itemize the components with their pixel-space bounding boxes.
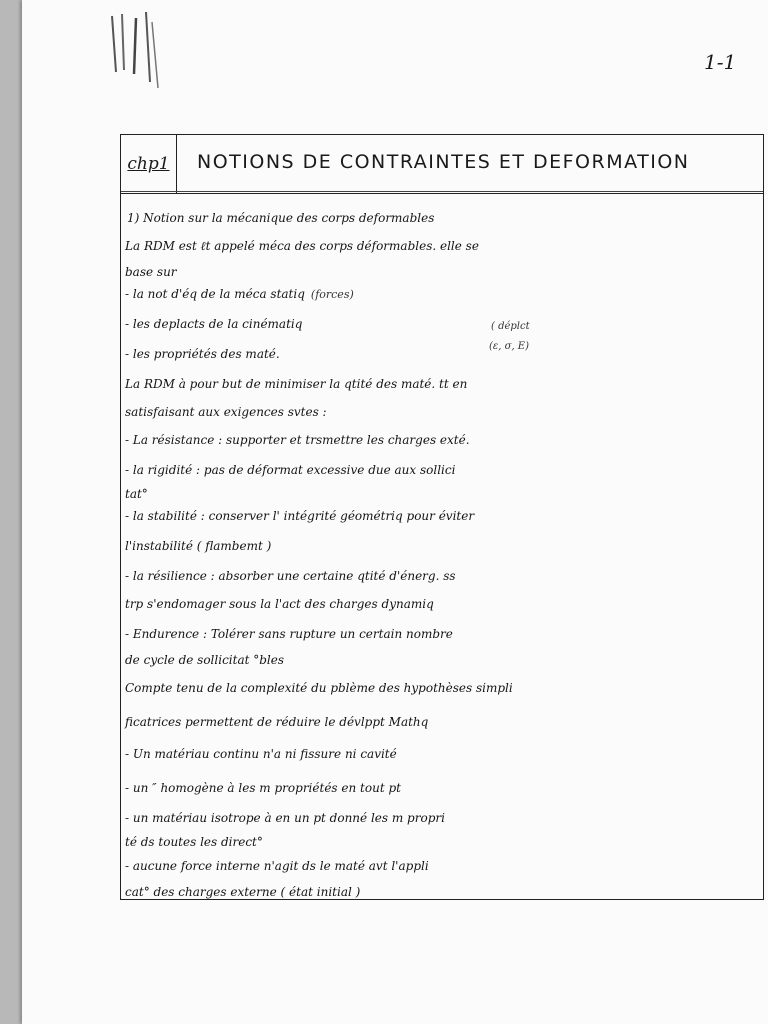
text-line [125,233,767,259]
text-line [125,741,767,767]
text-line [125,533,767,559]
text-line [125,775,767,801]
text-line [125,427,767,453]
text-line-content: ficatrices permettent de réduire le dévlppt Mathq [125,715,429,729]
text-line [125,647,767,673]
text-line [125,675,767,701]
margin-note: (forces) [310,288,354,301]
page-number: 1-1 [704,50,737,74]
text-line-content: La RDM est ℓt appelé méca des corps déformables. elle se [125,239,479,253]
paper-sheet [22,0,768,1024]
handwritten-marks [106,12,166,92]
text-line-content: base sur [125,265,177,279]
text-line [125,621,767,647]
text-line-content: - aucune force interne n'agit ds le maté avt l'appli [125,859,429,873]
text-line-content: - Endurence : Tolérer sans rupture un certain nombre [125,627,453,641]
text-line-content: - la rigidité : pas de déformat excessive due aux sollici [125,463,456,477]
text-line-content: - la stabilité : conserver l' intégrité géométriq pour éviter [125,509,475,523]
text-line-content: trp s'endomager sous la l'act des charges dynamiq [125,597,434,611]
margin-note: (ε, σ, E) [489,341,530,352]
text-line-content: de cycle de sollicitat °bles [125,653,285,667]
chapter-label: chp1 [121,135,177,193]
text-line-content: Compte tenu de la complexité du pblème des hypothèses simpli [125,681,513,695]
text-line [125,281,767,308]
text-line [125,503,767,529]
text-line-content: - la not d'éq de la méca statiq [125,287,305,301]
text-line [125,853,767,879]
text-line-content: - Un matériau continu n'a ni fissure ni cavité [125,747,397,761]
text-line [125,591,767,617]
chapter-title: NOTIONS DE CONTRAINTES ET DEFORMATION [197,151,690,173]
text-line-content: - les propriétés des maté. [125,347,280,361]
notes-frame [120,134,764,900]
text-line-content: satisfaisant aux exigences svtes : [125,405,327,419]
text-line [125,341,767,367]
text-line [125,457,767,483]
header-rule [121,191,763,192]
text-line-content: l'instabilité ( flambemt ) [125,539,272,553]
text-line [125,709,767,735]
text-line-content: - un ″ homogène à les m propriétés en tout pt [125,781,401,795]
text-line [125,829,767,855]
margin-note: ( déplct [491,321,530,332]
text-line [125,371,767,397]
text-line [125,311,767,337]
text-line [125,879,767,905]
text-line-content: - un matériau isotrope à en un pt donné les m propri [125,811,445,825]
text-line-content: - les deplacts de la cinématiq [125,317,303,331]
text-line [127,205,768,231]
chapter-header [121,135,763,194]
text-line-content: - La résistance : supporter et trsmettre les charges exté. [125,433,470,447]
text-line-content: tat° [125,487,148,501]
text-line-content: - la résilience : absorber une certaine qtité d'énerg. ss [125,569,456,583]
text-line [125,399,767,425]
text-line [125,563,767,589]
text-line-content: cat° des charges externe ( état initial ) [125,885,361,899]
text-line-content: La RDM à pour but de minimiser la qtité des maté. tt en [125,377,468,391]
text-line-content: 1) Notion sur la mécanique des corps deformables [127,211,435,225]
text-line-content: té ds toutes les direct° [125,835,263,849]
text-line [125,805,767,831]
